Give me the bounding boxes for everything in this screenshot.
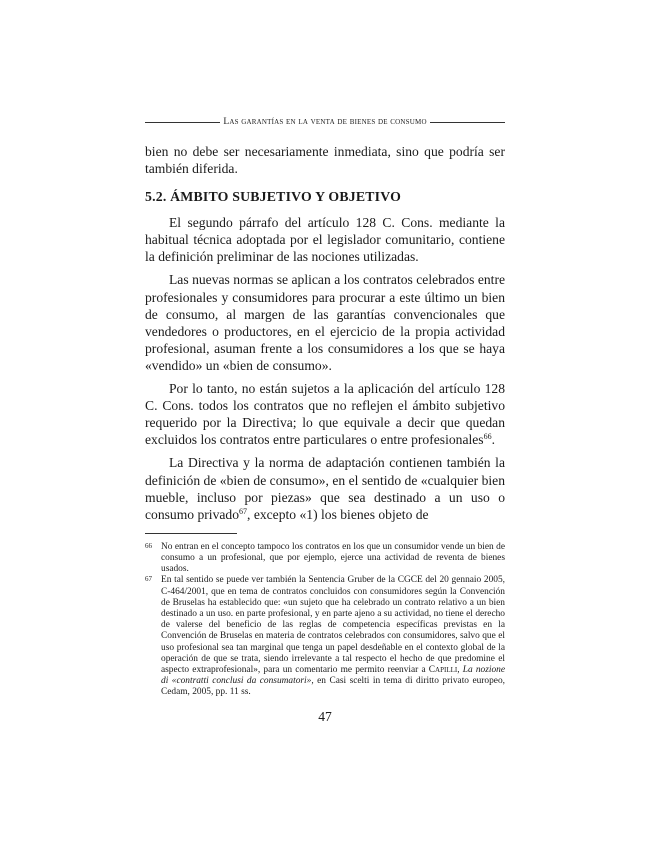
footnote-number: 66 <box>145 541 152 550</box>
paragraph-2: Las nuevas normas se aplican a los contratos celebrados entre profesionales y consumidores para procurar a este último un bien de consumo, al margen de las garantías convencionales que vendedores o productores, en el ejercicio de la propia actividad profesional, asuman frente a los consumidores a los que se haya «vendido» un «bien de consumo». <box>145 272 505 373</box>
footnote-66 <box>145 542 505 576</box>
running-head <box>145 115 505 129</box>
paragraph-continuation: bien no debe ser necesariamente inmediata, sino que podría ser también diferida. <box>145 144 505 177</box>
footnote-text: En tal sentido se puede ver también la Sentencia Gruber de la CGCE del 20 gennaio 2005, C-464/2001, que en tema de contratos concluidos con consumidores según la Convención de Bruselas ha establecido que: «un sujeto que ha celebrado un contrato relativo a un bien destinado a un uso. en parte profesional, y en parte ajeno a su actividad, no tiene el derecho de valerse del beneficio de las reglas de competencia específicas previstas en la Convención de Bruselas en materia de contratos celebrados con consumidores, salvo que el uso profesional sea tan marginal que tenga un papel desdeñable en el contexto global de la operación de que se trata, siendo irrelevante a tal respecto el hecho de que predomine el aspecto extraprofesional», para un comentario me permito reenviar a <box>161 575 505 676</box>
footnote-text: No entran en el concepto tampoco los contratos en los que un consumidor vende un bien de consumo a un profesional, que por ejemplo, ejerce una actividad de reventa de bienes usados. <box>161 541 505 575</box>
footnote-separator <box>145 533 237 534</box>
footnote-author: Capilli <box>428 665 458 676</box>
footnote-number: 67 <box>145 575 152 584</box>
paragraph-3-text: Por lo tanto, no están sujetos a la aplicación del artículo 128 C. Cons. todos los contratos que no reflejen el ámbito subjetivo requerido por la Directiva; lo que equivale a decir que quedan excluidos los contratos entre particulares o entre profesionales <box>145 381 505 448</box>
paragraph-4-end: , excepto «1) los bienes objeto de <box>247 506 429 522</box>
paragraph-1: El segundo párrafo del artículo 128 C. Cons. mediante la habitual técnica adoptada por el legislador comunitario, contiene la definición preliminar de las nociones utilizadas. <box>145 215 505 265</box>
section-heading: 5.2. ÁMBITO SUBJETIVO Y OBJETIVO <box>145 189 402 205</box>
footnote-ref-67: 67 <box>239 506 248 516</box>
footnote-ref-66: 66 <box>483 432 492 442</box>
running-head-title: Las garantías en la venta de bienes de consumo <box>223 117 427 127</box>
footnote-sep: , <box>457 665 463 676</box>
paragraph-4 <box>145 454 505 522</box>
book-page <box>145 115 505 725</box>
footnote-67 <box>145 575 505 698</box>
running-head-rule-right <box>430 122 505 123</box>
running-head-rule-left <box>145 122 220 123</box>
footnote-text-end: , en Casi scelti in tema di diritto privato europeo, Cedam, 2005, pp. 11 ss. <box>161 676 505 698</box>
paragraph-4-text: La Directiva y la norma de adaptación contienen también la definición de «bien de consumo», en el sentido de «cualquier bien mueble, incluso por piezas» que sea destinado a un uso o consumo privado <box>145 455 505 522</box>
footnote-work-title: La nozione di «contratti conclusi da consumatori» <box>161 665 505 687</box>
paragraph-3-end: . <box>491 432 495 448</box>
paragraph-3 <box>145 380 505 448</box>
page-number: 47 <box>318 708 332 724</box>
